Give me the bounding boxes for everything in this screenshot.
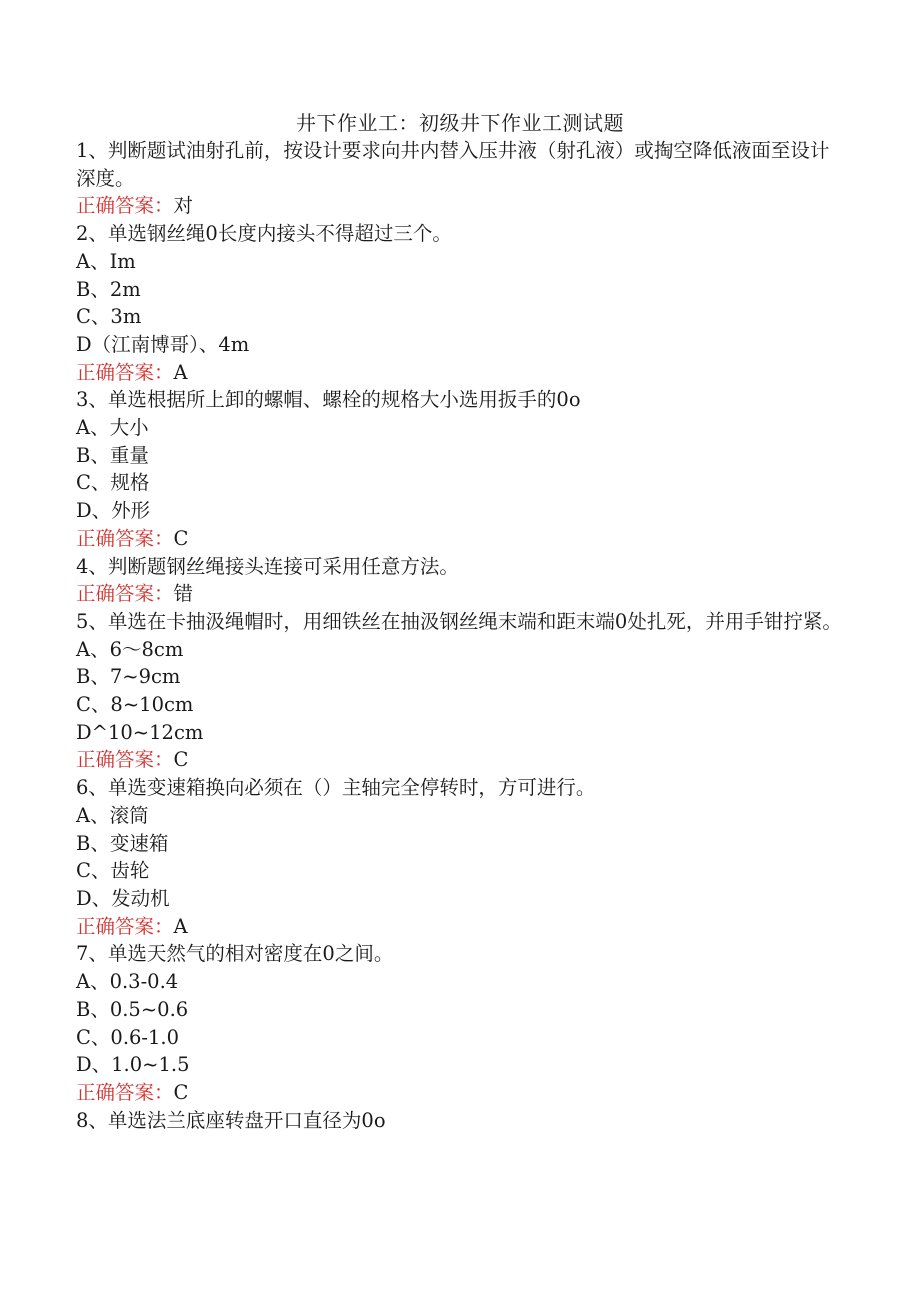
option-c: C、8~10cm [76,693,194,717]
answer-line [76,525,846,553]
option-b: B、0.5~0.6 [76,997,189,1021]
option-c: C、规格 [76,471,150,495]
question-text: 5、单选在卡抽汲绳帽时，用细铁丝在抽汲钢丝绳末端和距末端0处扎死，并用手钳拧紧。 [76,609,842,633]
question-list [76,137,846,1134]
option-a: A、6～8cm [76,637,184,661]
option-d: D、外形 [76,499,151,523]
question-text: 2、单选钢丝绳0长度内接头不得超过三个。 [76,222,452,246]
question-item [76,608,846,774]
question-text: 6、单选变速箱换向必须在（）主轴完全停转时，方可进行。 [76,776,596,800]
question-text: 4、判断题钢丝绳接头连接可采用任意方法。 [76,554,459,578]
question-item [76,940,846,1106]
answer-line [76,1079,846,1107]
question-text: 3、单选根据所上卸的螺帽、螺栓的规格大小选用扳手的0o [76,388,581,412]
option-a: A、Im [76,249,136,273]
option-d: D^10~12cm [76,720,204,744]
question-item [76,553,846,608]
answer-line [76,359,846,387]
answer-label: 正确答案： [76,748,174,772]
answer-value: C [173,526,189,550]
answer-value: A [173,914,188,938]
option-a: A、滚筒 [76,803,149,827]
document-title: 井下作业工：初级井下作业工测试题 [296,111,624,135]
option-b: B、7~9cm [76,665,181,689]
answer-value: C [173,1080,189,1104]
answer-label: 正确答案： [76,582,174,606]
question-item [76,220,846,386]
answer-value: C [173,748,189,772]
option-c: C、3m [76,305,142,329]
question-item [76,137,846,220]
option-b: B、变速箱 [76,831,169,855]
question-item [76,1107,846,1135]
option-d: D、发动机 [76,886,170,910]
option-c: C、齿轮 [76,859,150,883]
option-a: A、大小 [76,416,149,440]
answer-value: 错 [173,582,194,606]
question-item [76,774,846,940]
answer-label: 正确答案： [76,194,174,218]
answer-label: 正确答案： [76,914,174,938]
answer-line [76,746,846,774]
answer-value: 对 [173,194,194,218]
option-b: B、重量 [76,443,149,467]
option-a: A、0.3-0.4 [76,970,179,994]
answer-label: 正确答案： [76,526,174,550]
answer-value: A [173,360,188,384]
option-d: D（江南博哥）、4m [76,332,250,356]
answer-line [76,192,846,220]
question-text: 1、判断题试油射孔前，按设计要求向井内替入压井液（射孔液）或掏空降低液面至设计深度。 [76,139,830,190]
answer-line [76,913,846,941]
question-text: 8、单选法兰底座转盘开口直径为0o [76,1108,386,1132]
question-text: 7、单选天然气的相对密度在0之间。 [76,942,394,966]
question-item [76,386,846,552]
answer-label: 正确答案： [76,1080,174,1104]
option-c: C、0.6-1.0 [76,1025,180,1049]
answer-line [76,580,846,608]
option-d: D、1.0~1.5 [76,1053,190,1077]
option-b: B、2m [76,277,141,301]
answer-label: 正确答案： [76,360,174,384]
